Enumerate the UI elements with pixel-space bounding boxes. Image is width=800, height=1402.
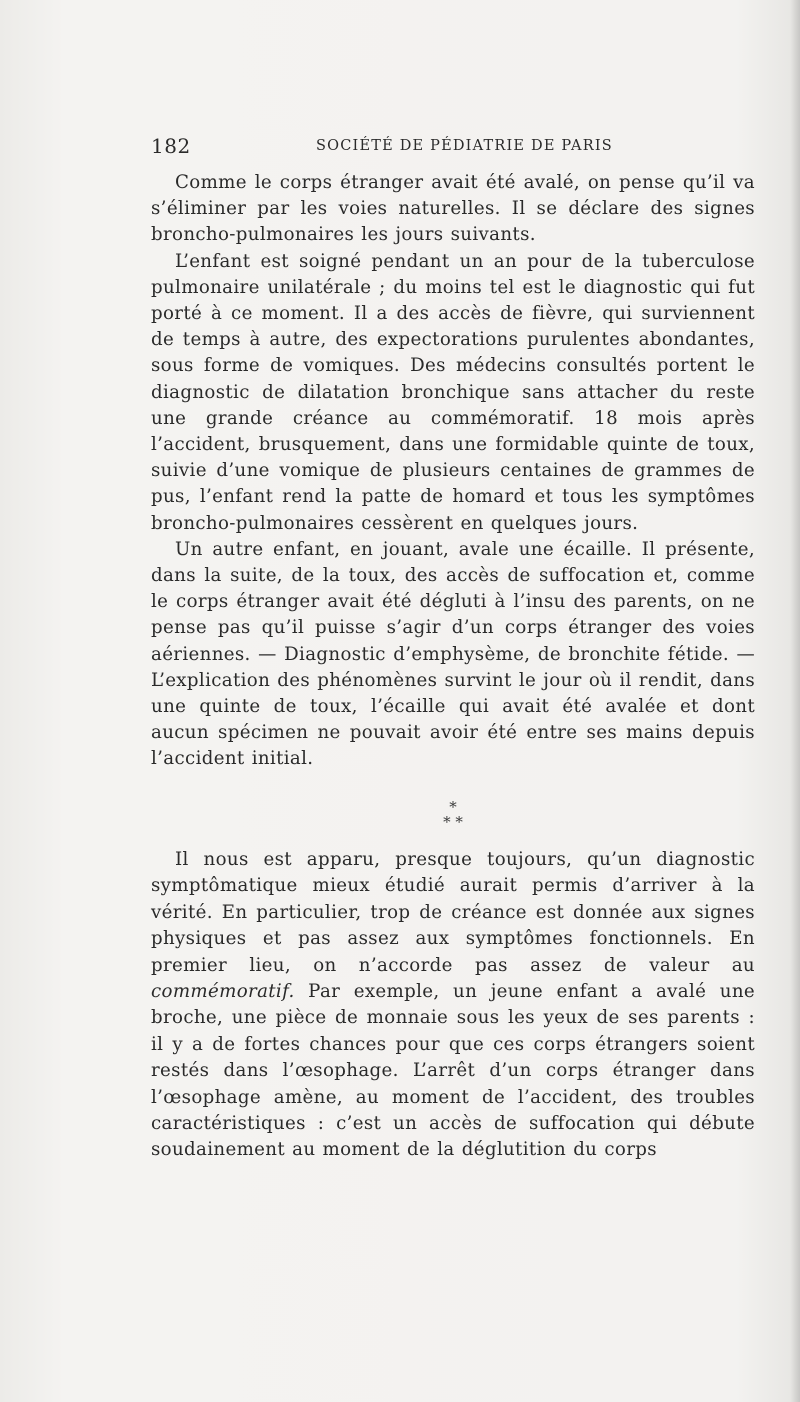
paragraph: L’enfant est soigné pendant un an pour de la tuberculose pulmonaire unilatérale ; du moins tel est le diagnostic qui fut porté à ce moment. Il a des accès de fièvre, qui surviennent de temps à autre, des expectorations purulentes abondantes, sous forme de vomiques. Des médecins consultés portent le diagnostic de dilatation bronchique sans attacher du reste une grande créance au commémoratif. 18 mois après l’accident, brusquement, dans une formidable quinte de toux, suivie d’une vomique de plusieurs centaines de grammes de pus, l’enfant rend la patte de homard et tous les symptômes broncho-pulmonaires cessèrent en quelques jours. <box>151 250 755 534</box>
asterism-top: * <box>449 798 457 816</box>
running-head: SOCIÉTÉ DE PÉDIATRIE DE PARIS <box>316 138 613 154</box>
asterism-bottom: * * <box>443 813 463 831</box>
page-header <box>151 134 756 160</box>
italic-term: commémoratif. <box>151 981 295 1003</box>
paragraph: Comme le corps étranger avait été avalé, on pense qu’il va s’éliminer par les voies naturelles. Il se déclare des signes broncho-pulmonaires les jours suivants. <box>151 172 755 246</box>
body-text <box>151 170 755 773</box>
paragraph <box>151 847 755 1164</box>
page-number: 182 <box>151 134 191 158</box>
body-text-section-2 <box>151 847 755 1164</box>
text-run: Il nous est apparu, presque toujours, qu’un diagnostic symptômatique mieux étudié aurait permis d’arriver à la vérité. En particulier, trop de créance est donnée aux signes physiques et pas assez aux symptômes fonctionnels. En premier lieu, on n’accorde pas assez de valeur au <box>151 849 755 976</box>
text-run: Par exemple, un jeune enfant a avalé une broche, une pièce de monnaie sous les yeux de ses parents : il y a de fortes chances pour que ces corps étrangers soient restés dans l’œsophage. L’arrêt d’un corps étranger dans l’œsophage amène, au moment de l’accident, des troubles caractéristiques : c’est un accès de suffocation qui débute soudainement au moment de la déglutition du corps <box>151 981 755 1161</box>
paragraph: Un autre enfant, en jouant, avale une écaille. Il présente, dans la suite, de la toux, des accès de suffocation et, comme le corps étranger avait été dégluti à l’insu des parents, on ne pense pas qu’il puisse s’agir d’un corps étranger des voies aériennes. — Diagnostic d’emphysème, de bronchite fétide. — L’explication des phénomènes survint le jour où il rendit, dans une quinte de toux, l’écaille qui avait été avalée et dont aucun spécimen ne pouvait avoir été entre ses mains depuis l’accident initial. <box>151 538 756 770</box>
asterism-section-break <box>430 800 476 830</box>
page-edge-shadow <box>790 0 800 1402</box>
